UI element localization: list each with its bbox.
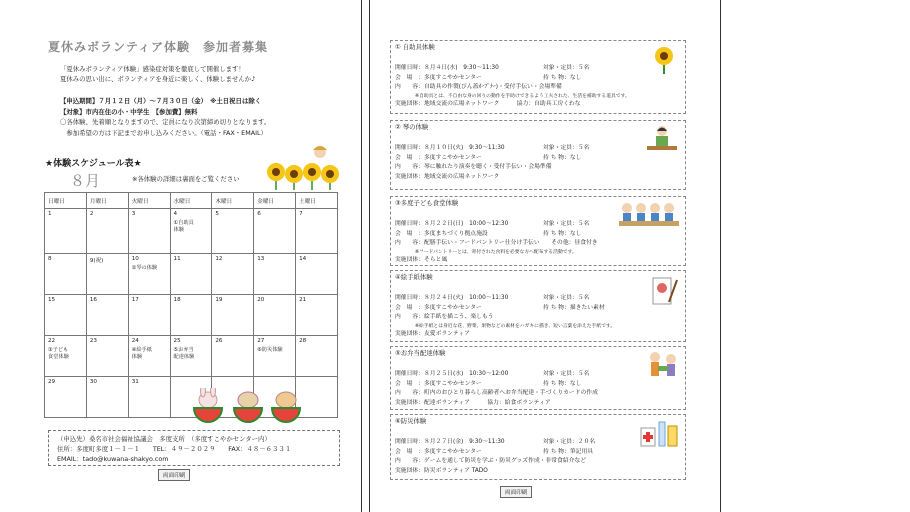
sunflower-icon — [649, 44, 679, 74]
activity-content: 内 容：絵手紙を描こう、楽しもう — [395, 314, 494, 321]
calendar-day-cell — [128, 209, 170, 254]
page-gap — [362, 0, 369, 512]
calendar-day-cell — [296, 209, 338, 254]
calendar-day-cell — [86, 377, 128, 418]
info-line: 参加希望の方は下記までお申し込みください。（電話・FAX・EMAIL） — [60, 128, 267, 137]
calendar-week-row — [45, 295, 338, 336]
calendar-event-label: ②琴の体験 — [131, 265, 158, 271]
activity-row — [395, 144, 681, 153]
activity-title: ③多度子ども食堂体験 — [395, 199, 459, 207]
month-note: ※各体験の詳細は裏面をご覧ください — [132, 175, 240, 183]
intro-text — [60, 64, 255, 84]
activity-organizer: 実施団体：地域交流の広場ネットワーク — [395, 173, 500, 180]
calendar-day-number: 14 — [299, 256, 307, 262]
postcard-brush-icon — [649, 274, 679, 308]
activity-date: 開催日時：８月４日(水) 9:30～11:30 — [395, 65, 499, 72]
activity-date: 開催日時：８月２２日(日) 10:00～12:30 — [395, 221, 509, 228]
calendar-day-number: 8 — [48, 256, 52, 262]
emergency-kit-icon — [639, 418, 679, 450]
calendar-day-number: 1 — [48, 211, 52, 217]
calendar-day-number: 27 — [257, 338, 265, 344]
calendar-day-cell — [212, 254, 254, 295]
contact-line: EMAIL：tado@kuwana-shakyo.com — [57, 455, 169, 463]
activity-venue: 会 場 ：多度すこやかセンター — [395, 74, 482, 81]
activity-title: ⑤お弁当配達体験 — [395, 349, 446, 357]
calendar-day-number: 23 — [89, 338, 97, 344]
calendar-day-cell — [170, 209, 212, 254]
activity-card — [390, 270, 686, 342]
activity-date: 開催日時：８月１０日(火) 9:30～11:30 — [395, 145, 505, 152]
activity-card — [390, 414, 686, 480]
calendar-weekday-header: 火曜日 — [128, 193, 170, 209]
intro-line: 「夏休みボランティア体験」感染症対策を徹底して開催します！ — [60, 65, 245, 73]
calendar-event-label: ③子ども 食堂体験 — [48, 347, 69, 360]
calendar-day-number: 26 — [215, 338, 223, 344]
month-label: ８月 — [70, 172, 101, 190]
duplex-print-label: 両面印刷 — [158, 469, 190, 481]
calendar-week-row — [45, 336, 338, 377]
activity-content: 内 容：町内のおひとり暮らし高齢者へお弁当配達・手づくりカードの作成 — [395, 390, 598, 397]
calendar-day-cell — [86, 209, 128, 254]
activity-bring: 持 ち 物：描きたい素材 — [543, 304, 605, 311]
calendar-day-number: 5 — [215, 211, 219, 217]
activity-organizer: 実施団体：そらと風 — [395, 256, 448, 263]
activity-content: 内 容：配膳手伝い・フードパントリー仕分け手伝い その他：昼食付き — [395, 240, 598, 247]
lunch-delivery-icon — [645, 350, 679, 384]
calendar-event-label: ④絵手紙 体験 — [131, 347, 152, 360]
calendar-day-cell — [170, 295, 212, 336]
calendar-day-cell — [254, 336, 296, 377]
activity-title: ② 琴の体験 — [395, 123, 429, 131]
calendar-day-number: 3 — [131, 211, 136, 217]
calendar-event-label: ①自助具 体験 — [173, 220, 194, 233]
activity-organizer: 実施団体：防災ボランティア TADO — [395, 467, 488, 474]
calendar-day-cell — [296, 336, 338, 377]
activity-capacity: 対象・定員：５名 — [543, 221, 590, 228]
calendar-day-cell — [128, 377, 170, 418]
calendar-day-number: 16 — [89, 297, 97, 303]
activity-venue: 会 場 ：多度すこやかセンター — [395, 380, 482, 387]
calendar-week-row — [45, 209, 338, 254]
activity-capacity: 対象・定員：５名 — [543, 371, 590, 378]
activity-illustration — [649, 274, 679, 312]
calendar-day-cell — [128, 295, 170, 336]
activity-venue: 会 場 ：多度すこやかセンター — [395, 448, 482, 455]
calendar-day-number: 6 — [257, 211, 261, 217]
calendar-day-number: 2 — [89, 211, 94, 217]
activity-note: ※フードパントリーとは、寄付された食料を必要な方へ配布する活動です。 — [415, 249, 577, 255]
calendar-day-cell — [45, 295, 87, 336]
calendar-day-cell — [45, 336, 87, 377]
calendar-day-cell — [170, 336, 212, 377]
activity-organizer: 実施団体：友愛ボランティア — [395, 330, 470, 337]
calendar-day-number: 11 — [173, 256, 181, 262]
intro-line: 夏休みの思い出に、ボランティアを身近に楽しく、体験しませんか♪ — [60, 75, 256, 83]
calendar-week-row — [45, 254, 338, 295]
koto-player-icon — [645, 124, 679, 154]
calendar-day-number: 9(祝) — [89, 258, 104, 264]
activity-card — [390, 346, 686, 410]
calendar-day-cell — [296, 295, 338, 336]
activity-organizer: 実施団体：地域交流の広場ネットワーク 協力：自助具工房くわな — [395, 100, 581, 107]
activity-row — [395, 370, 681, 379]
contact-box — [48, 430, 340, 466]
calendar-day-cell — [86, 254, 128, 295]
calendar-day-number: 28 — [299, 338, 307, 344]
calendar-day-cell — [254, 209, 296, 254]
activity-card — [390, 40, 686, 114]
calendar-day-number: 4 — [173, 211, 178, 217]
calendar-day-number: 7 — [299, 211, 303, 217]
calendar-weekday-header: 日曜日 — [45, 193, 87, 209]
activity-note: ※絵手紙とは身近な花、野菜、果物などの素材をハガキに描き、短い言葉を添えた手紙です。 — [415, 323, 616, 329]
activity-row — [395, 294, 681, 303]
calendar-weekday-header: 水曜日 — [170, 193, 212, 209]
activity-bring: 持 ち 物：なし — [543, 154, 582, 161]
august-calendar — [44, 192, 338, 418]
calendar-weekday-header: 木曜日 — [212, 193, 254, 209]
calendar-day-number: 22 — [48, 338, 56, 344]
calendar-day-cell — [128, 254, 170, 295]
activity-bring: 持 ち 物：なし — [543, 74, 582, 81]
activity-capacity: 対象・定員：５名 — [543, 145, 590, 152]
calendar-day-number: 17 — [131, 297, 139, 303]
calendar-day-cell — [45, 209, 87, 254]
calendar-day-number: 30 — [89, 379, 97, 385]
calendar-day-cell — [170, 254, 212, 295]
calendar-day-number: 25 — [173, 338, 181, 344]
activity-row — [395, 64, 681, 73]
duplex-print-label: 両面印刷 — [500, 486, 532, 498]
activity-content: 内 容：ゲームを通して防災を学ぶ・防災グッズ作成・非常食紹介など — [395, 458, 587, 465]
activity-row — [395, 304, 681, 313]
calendar-day-number: 31 — [131, 379, 139, 385]
calendar-day-cell — [45, 377, 87, 418]
calendar-day-number: 18 — [173, 297, 181, 303]
info-line: 〇各体験、先着順となりますので、定員になり次第締め切りとなります。 — [60, 118, 271, 126]
activity-illustration — [639, 418, 679, 454]
activity-capacity: 対象・定員：５名 — [543, 295, 590, 302]
calendar-day-number: 21 — [299, 297, 307, 303]
activity-illustration — [619, 200, 679, 234]
activity-illustration — [645, 350, 679, 388]
activity-capacity: 対象・定員：５名 — [543, 65, 590, 72]
contact-line: 住所：多度町多度１－１－１ TEL：４９－２０２９ FAX：４８－６３３１ — [57, 445, 292, 453]
calendar-weekday-header: 金曜日 — [254, 193, 296, 209]
activity-venue: 会 場 ：多度まちづくり拠点施設 — [395, 230, 488, 237]
calendar-event-label: ⑥防災体験 — [257, 347, 283, 353]
calendar-weekday-header: 土曜日 — [296, 193, 338, 209]
children-eating-icon — [619, 200, 679, 230]
calendar-day-number: 19 — [215, 297, 223, 303]
activity-illustration — [645, 124, 679, 158]
watermelon-animals-illustration — [188, 388, 308, 424]
activity-bring: 持 ち 物：筆記用具 — [543, 448, 594, 455]
calendar-day-cell — [254, 254, 296, 295]
calendar-day-cell — [212, 209, 254, 254]
calendar-day-cell — [254, 295, 296, 336]
calendar-day-number: 20 — [257, 297, 265, 303]
activity-title: ⑥防災体験 — [395, 417, 427, 425]
schedule-title: ★体験スケジュール表★ — [45, 159, 142, 169]
info-line: 【対象】市内在住の小・中学生 【参加費】無料 — [60, 107, 198, 116]
calendar-day-cell — [128, 336, 170, 377]
activity-capacity: 対象・定員：２０名 — [543, 439, 596, 446]
activity-row — [395, 154, 681, 163]
activity-date: 開催日時：８月２７日(金) 9:30～11:30 — [395, 439, 505, 446]
calendar-day-number: 12 — [215, 256, 223, 262]
activity-row — [395, 380, 681, 389]
activity-date: 開催日時：８月２５日(水) 10:30～12:00 — [395, 371, 509, 378]
activity-bring: 持 ち 物：なし — [543, 380, 582, 387]
calendar-day-number: 13 — [257, 256, 265, 262]
activity-content: 内 容：自助具の作製(びん蓋ｵｰﾌﾟﾅｰ)・受付手伝い・会場準備 — [395, 84, 562, 91]
calendar-day-cell — [212, 336, 254, 377]
sunflower-boy-illustration — [264, 142, 344, 190]
activity-venue: 会 場 ：多度すこやかセンター — [395, 154, 482, 161]
activity-date: 開催日時：８月２４日(火) 10:00～11:30 — [395, 295, 509, 302]
calendar-day-number: 24 — [131, 338, 139, 344]
calendar-event-label: ⑤お弁当 配達体験 — [173, 347, 195, 360]
calendar-weekday-header: 月曜日 — [86, 193, 128, 209]
activity-card — [390, 196, 686, 266]
contact-line: （申込先）桑名市社会福祉協議会 多度支所 （多度すこやかセンター内） — [57, 435, 271, 443]
calendar-day-cell — [86, 336, 128, 377]
calendar-day-number: 29 — [48, 379, 56, 385]
application-info — [60, 96, 270, 138]
activity-card — [390, 120, 686, 190]
page-title: 夏休みボランティア体験 参加者募集 — [48, 40, 269, 54]
activity-venue: 会 場 ：多度すこやかセンター — [395, 304, 482, 311]
activity-title: ④絵手紙体験 — [395, 273, 433, 281]
activity-row — [395, 74, 681, 83]
activity-bring: 持 ち 物：なし — [543, 230, 582, 237]
activity-illustration — [649, 44, 679, 78]
calendar-day-cell — [212, 295, 254, 336]
info-line: 【申込期間】７月１２日（月）～７月３０日（金） ※土日祝日は除く — [60, 97, 262, 105]
calendar-day-number: 10 — [131, 256, 139, 262]
calendar-day-number: 15 — [48, 297, 56, 303]
calendar-day-cell — [86, 295, 128, 336]
activity-content: 内 容：琴に触れたり演奏を聴く・受付手伝い・会場準備 — [395, 164, 552, 171]
activity-title: ① 自助具体験 — [395, 43, 435, 51]
calendar-day-cell — [45, 254, 87, 295]
activity-organizer: 実施団体：配達ボランティア 協力：給食ボランティア — [395, 399, 551, 406]
activity-note: ※自助具とは、不自由な身の回りの動作を手助けできるよう工夫された、生活を補助する道具です。 — [415, 93, 630, 99]
calendar-day-cell — [296, 254, 338, 295]
